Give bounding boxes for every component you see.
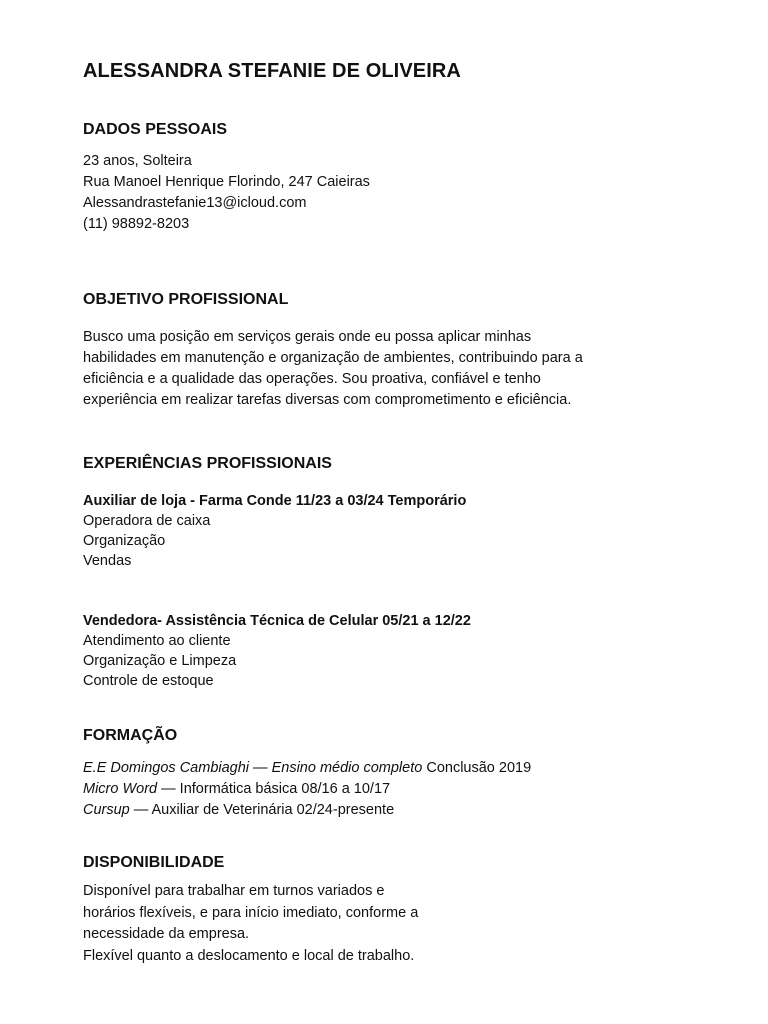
education-institution: Cursup <box>83 802 130 818</box>
section-heading-objetivo: OBJETIVO PROFISSIONAL <box>83 291 289 308</box>
education-detail: — Informática básica 08/16 a 10/17 <box>157 781 391 797</box>
objective-line: eficiência e a qualidade das operações. Sou proativa, confiável e tenho <box>83 371 541 387</box>
objective-line: experiência em realizar tarefas diversas com comprometimento e eficiência. <box>83 392 572 408</box>
job-task: Organização e Limpeza <box>83 653 237 669</box>
age-status: 23 anos, Solteira <box>83 153 192 169</box>
objective-paragraph <box>83 327 583 411</box>
job-task: Organização <box>83 533 166 549</box>
section-heading-experiencias: EXPERIÊNCIAS PROFISSIONAIS <box>83 455 332 472</box>
education-detail: Conclusão 2019 <box>422 760 532 776</box>
education-entry <box>83 800 531 821</box>
email: Alessandrastefanie13@icloud.com <box>83 195 307 211</box>
job-title: Vendedora- Assistência Técnica de Celular 05/21 a 12/22 <box>83 613 471 629</box>
personal-data <box>83 151 370 235</box>
address: Rua Manoel Henrique Florindo, 247 Caieiras <box>83 174 370 190</box>
availability-line: Flexível quanto a deslocamento e local de trabalho. <box>83 947 415 964</box>
availability-line: Disponível para trabalhar em turnos variados e <box>83 883 385 899</box>
objective-line: habilidades em manutenção e organização de ambientes, contribuindo para a <box>83 350 583 366</box>
phone: (11) 98892-8203 <box>83 216 190 232</box>
education-detail: — Auxiliar de Veterinária 02/24-presente <box>129 802 395 818</box>
education-institution: Micro Word <box>83 781 158 797</box>
availability-line: horários flexíveis, e para início imediato, conforme a <box>83 904 419 921</box>
education-list <box>83 758 531 821</box>
education-entry <box>83 779 531 800</box>
candidate-name: ALESSANDRA STEFANIE DE OLIVEIRA <box>83 60 461 82</box>
section-heading-dados-pessoais: DADOS PESSOAIS <box>83 121 228 138</box>
job-task: Controle de estoque <box>83 673 214 689</box>
education-institution: E.E Domingos Cambiaghi — Ensino médio completo <box>83 760 423 776</box>
job-entry <box>83 491 466 571</box>
availability-paragraph <box>83 881 418 967</box>
job-task: Atendimento ao cliente <box>83 633 231 649</box>
section-heading-formacao: FORMAÇÃO <box>83 727 178 744</box>
availability-line: necessidade da empresa. <box>83 926 250 942</box>
job-title: Auxiliar de loja - Farma Conde 11/23 a 03/24 Temporário <box>83 493 467 509</box>
job-entry <box>83 611 471 691</box>
job-task: Operadora de caixa <box>83 513 211 529</box>
section-heading-disponibilidade: DISPONIBILIDADE <box>83 854 225 871</box>
education-entry <box>83 758 531 779</box>
job-task: Vendas <box>83 553 132 569</box>
objective-line: Busco uma posição em serviços gerais onde eu possa aplicar minhas <box>83 329 532 345</box>
